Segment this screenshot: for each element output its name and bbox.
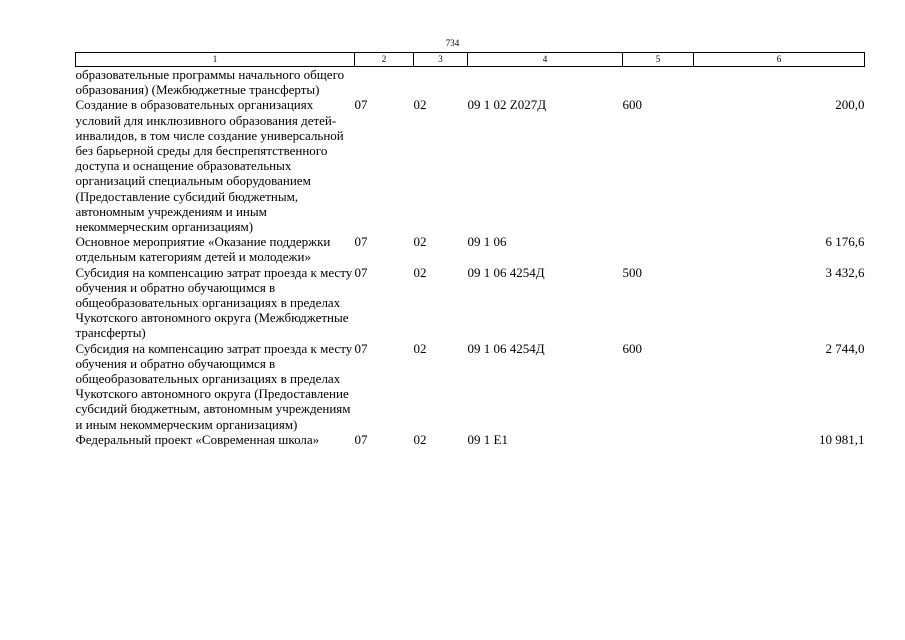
column-header-2: 2: [355, 53, 414, 67]
row-expense-type: [623, 234, 694, 264]
column-header-3: 3: [414, 53, 468, 67]
row-name: Субсидия на компенсацию затрат проезда к месту обучения и обратно обучающимся в общеобразовательных организациях в пределах Чукотского автономного округа (Межбюджетные трансферты): [75, 264, 353, 341]
row-target-code: 09 1 06 4254Д: [467, 340, 545, 356]
row-sum: 3 432,6: [825, 264, 865, 280]
row-expense-type: 500: [622, 264, 642, 280]
table-header: [76, 53, 865, 67]
page-number: 734: [445, 38, 460, 48]
table-body: [76, 67, 865, 448]
row-section: 07: [354, 340, 368, 356]
column-header-1: 1: [76, 53, 355, 67]
row-name: Субсидия на компенсацию затрат проезда к месту обучения и обратно обучающимся в общеобразовательных организациях в пределах Чукотского автономного округа (Предоставление субсидий бюджетным, автономным учреждениям и иным некоммерческим организациям): [75, 340, 353, 432]
row-name: образовательные программы начального общего образования) (Межбюджетные трансферты): [75, 67, 345, 98]
row-section: 07: [354, 431, 368, 447]
row-subsection: 02: [413, 340, 427, 356]
row-target-code: [468, 67, 623, 98]
row-subsection: 02: [413, 97, 427, 113]
column-header-6: 6: [694, 53, 865, 67]
row-target-code: 09 1 06 4254Д: [467, 264, 545, 280]
column-header-5: 5: [623, 53, 694, 67]
column-header-4: 4: [468, 53, 623, 67]
row-sum: 200,0: [835, 97, 865, 113]
row-name: Федеральный проект «Современная школа»: [75, 431, 320, 447]
row-sum: 10 981,1: [819, 431, 865, 447]
row-subsection: 02: [413, 264, 427, 280]
row-target-code: 09 1 02 Z027Д: [467, 97, 547, 113]
row-section: [355, 67, 414, 98]
table-row: [76, 67, 865, 98]
table-row: [76, 432, 865, 447]
table-row: [76, 234, 865, 264]
table-row: [76, 265, 865, 341]
row-expense-type: 600: [622, 340, 642, 356]
row-expense-type: [623, 67, 694, 98]
table-row: [76, 341, 865, 432]
row-sum: 2 744,0: [825, 340, 865, 356]
row-section: 07: [354, 97, 368, 113]
row-subsection: [414, 67, 468, 98]
row-name: Основное мероприятие «Оказание поддержки отдельным категориям детей и молодежи»: [75, 234, 331, 265]
row-sum: [694, 67, 865, 98]
row-target-code: 09 1 E1: [467, 431, 508, 447]
row-subsection: 02: [413, 431, 427, 447]
row-expense-type: [623, 432, 694, 447]
row-target-code: 09 1 06: [467, 234, 507, 250]
row-section: 07: [354, 264, 368, 280]
row-sum: 6 176,6: [825, 234, 865, 250]
budget-table: [75, 52, 865, 447]
table-row: [76, 97, 865, 234]
row-subsection: 02: [413, 234, 427, 250]
row-name: Создание в образовательных организациях условий для инклюзивного образования детей-инвалидов, в том числе создание универсальной без барьерной среды для беспрепятственного доступа и оснащение образовательных организаций специальным оборудованием (Предоставление субсидий бюджетным, автономным учреждениям и иным некоммерческим организациям): [75, 97, 344, 235]
header-row: [76, 53, 865, 67]
row-section: 07: [354, 234, 368, 250]
row-expense-type: 600: [622, 97, 642, 113]
